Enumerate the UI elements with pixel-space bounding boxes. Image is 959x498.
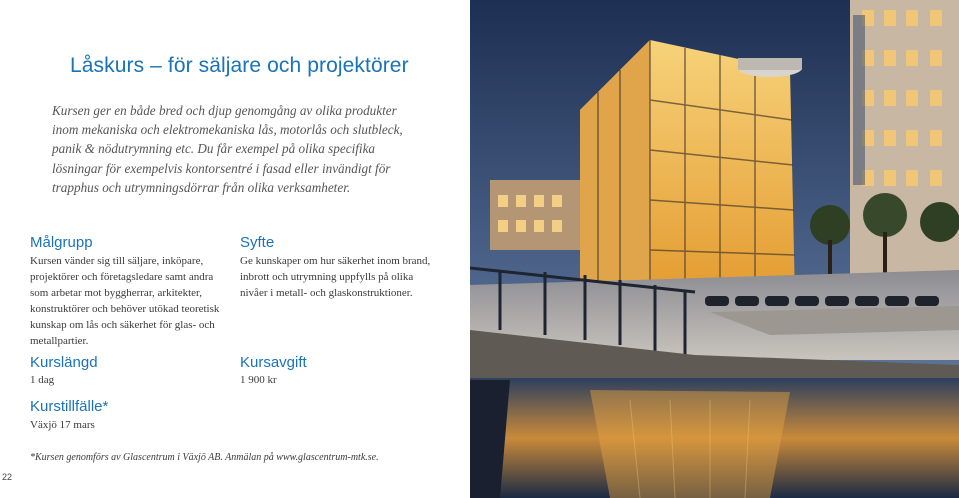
heading-kurstillfalle: Kurstillfälle* xyxy=(30,398,109,415)
footnote: *Kursen genomförs av Glascentrum i Växjö AB. Anmälan på www.glascentrum-mtk.se. xyxy=(30,452,379,463)
building-photo-illustration xyxy=(470,0,959,498)
text-kurslangd: 1 dag xyxy=(30,374,55,386)
text-syfte: Ge kunskaper om hur säkerhet inom brand, inbrott och utrymning uppfylls på olika nivåer i metall- och glaskonstruktioner. xyxy=(240,255,431,299)
text-kursavgift: 1 900 kr xyxy=(240,374,277,386)
heading-syfte: Syfte xyxy=(240,234,275,251)
building-photo xyxy=(470,0,959,498)
heading-kursavgift: Kursavgift xyxy=(240,354,307,371)
page-number: 22 xyxy=(2,472,13,482)
text-kurstillfalle: Växjö 17 mars xyxy=(30,419,95,431)
text-malgrupp: Kursen vänder sig till säljare, inköpare, projektörer och företagsledare samt andra som arbetar mot byggherrar, arkitekter, konstruktörer och behöver utökad teoretisk kunskap om lås och säkerhet för glas- och metallpartier. xyxy=(30,255,220,347)
heading-kurslangd: Kurslängd xyxy=(30,354,98,371)
page-title: Låskurs – för säljare och projektörer xyxy=(70,54,409,77)
heading-malgrupp: Målgrupp xyxy=(30,234,93,251)
intro-paragraph: Kursen ger en både bred och djup genomgång av olika produkter inom mekaniska och elektromekaniska lås, motorlås och slutbleck, panik & nödutrymning etc. Du får exempel på olika specifika lösningar för exempelvis kontorsentré i fasad eller invändigt för trapphus och utrymningsdörrar från olika verksamheter. xyxy=(52,103,403,195)
